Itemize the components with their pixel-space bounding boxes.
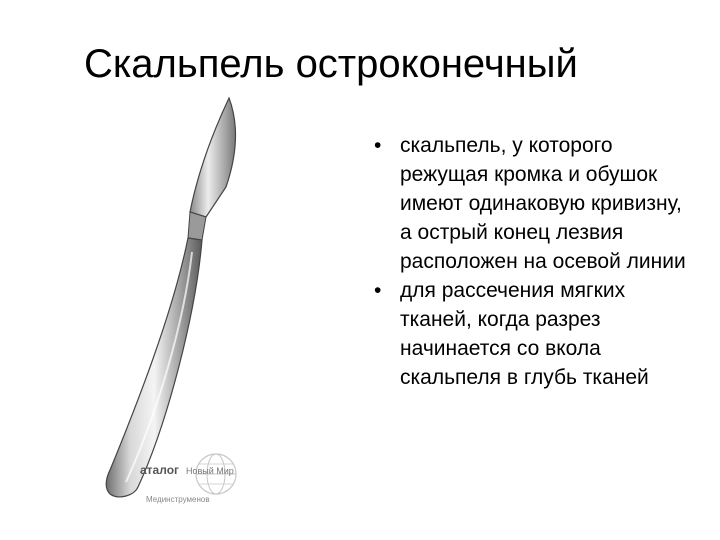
slide-title: Скальпель остроконечный — [84, 42, 578, 86]
scalpel-illustration — [88, 92, 278, 522]
watermark-subtitle: Мединструменов — [146, 495, 210, 504]
bullet-list — [370, 131, 690, 392]
watermark-suffix: Новый Мир — [186, 466, 234, 476]
bullet-item — [370, 131, 690, 276]
bullet-item — [370, 276, 690, 392]
bullet-dot: • — [374, 279, 382, 302]
bullet-text: для рассечения мягких тканей, когда разрез начинается со вкола скальпеля в глубь тканей — [400, 279, 649, 389]
bullet-text: скальпель, у которого режущая кромка и обушок имеют одинаковую кривизну, а острый конец лезвия расположен на осевой линии — [400, 134, 686, 273]
bullet-dot: • — [374, 134, 382, 157]
watermark-prefix: аталог — [140, 463, 180, 477]
